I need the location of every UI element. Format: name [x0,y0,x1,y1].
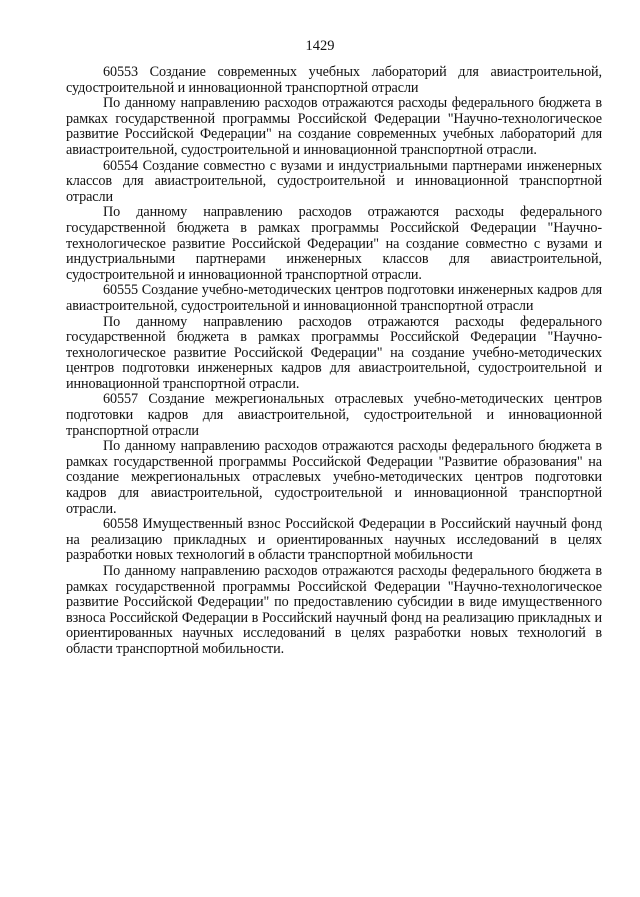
section-body-60554: По данному направлению расходов отражаются расходы федерального государственной бюджета в рамках программы Российской Федерации "Научно-технологическое развитие Российской Федерации" на создание совместно с вузами и индустриальными партнерами инженерных классов для авиастроительной, судостроительной и инновационной транспортной отрасли. [66,204,602,283]
section-body-60557: По данному направлению расходов отражаются расходы федерального бюджета в рамках государственной программы Российской Федерации "Развитие образования" на создание межрегиональных отраслевых учебно-методических центров подготовки кадров для авиастроительной, судостроительной и инновационной транспортной отрасли. [66,438,602,517]
section-heading-60555: 60555 Создание учебно-методических центров подготовки инженерных кадров для авиастроительной, судостроительной и инновационной транспортной отрасли [66,282,602,314]
section-heading-60558: 60558 Имущественный взнос Российской Федерации в Российский научный фонд на реализацию прикладных и ориентированных научных исследований в целях разработки новых технологий в области транспортной мобильности [66,516,602,564]
section-heading-60557: 60557 Создание межрегиональных отраслевых учебно-методических центров подготовки кадров для авиастроительной, судостроительной и инновационной транспортной отрасли [66,391,602,439]
section-body-60558: По данному направлению расходов отражаются расходы федерального бюджета в рамках государственной программы Российской Федерации "Научно-технологическое развитие Российской Федерации" по предоставлению субсидии в виде имущественного взноса Российской Федерации в Российский научный фонд на реализацию прикладных и ориентированных научных исследований в целях разработки новых технологий в области транспортной мобильности. [66,563,602,657]
section-body-60555: По данному направлению расходов отражаются расходы федерального государственной бюджета в рамках программы Российской Федерации "Научно-технологическое развитие Российской Федерации" на создание учебно-методических центров подготовки инженерных кадров для авиастроительной, судостроительной и инновационной транспортной отрасли. [66,313,602,392]
section-body-60553: По данному направлению расходов отражаются расходы федерального бюджета в рамках государственной программы Российской Федерации "Научно-технологическое развитие Российской Федерации" на создание современных учебных лабораторий для авиастроительной, судостроительной и инновационной транспортной отрасли. [66,95,602,158]
document-body [66,65,602,658]
section-heading-60553: 60553 Создание современных учебных лабораторий для авиастроительной, судостроительной и инновационной транспортной отрасли [66,64,602,96]
section-heading-60554: 60554 Создание совместно с вузами и индустриальными партнерами инженерных классов для авиастроительной, судостроительной и инновационной транспортной отрасли [66,157,602,205]
page-number: 1429 [305,38,335,54]
